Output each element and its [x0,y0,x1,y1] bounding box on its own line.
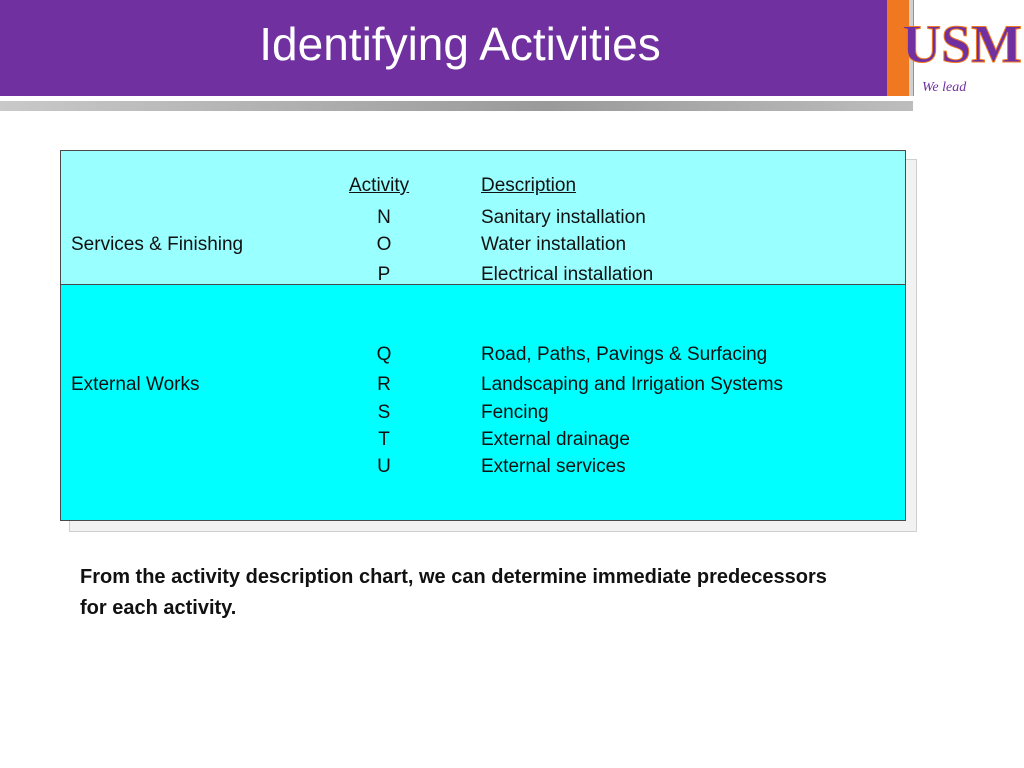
group-label: External Works [71,374,200,395]
activity-description: External drainage [481,429,630,450]
activity-description: External services [481,456,626,477]
usm-logo [902,12,1022,74]
logo-text: USM [902,14,1022,74]
activity-description: Fencing [481,402,549,423]
activity-code: R [377,374,391,395]
activity-code: U [377,456,391,477]
title-underline [0,101,913,111]
slide-title: Identifying Activities [259,18,661,70]
activity-code: T [378,429,390,450]
accent-stripe-purple [879,0,887,96]
activity-description: Sanitary installation [481,207,646,228]
activity-code: O [376,234,392,255]
activity-description: Landscaping and Irrigation Systems [481,374,784,395]
logo-tagline: We lead [922,80,967,95]
header-description: Description [481,175,577,196]
group-services-finishing [61,151,905,285]
slide-note: From the activity description chart, we can determine immediate predecessors for each activity. [80,566,827,619]
activity-code: N [377,207,391,228]
header-activity: Activity [349,175,410,196]
activity-code: S [377,402,391,423]
activity-description: Electrical installation [481,264,654,285]
activity-description: Water installation [481,234,627,255]
group-external-works [61,285,905,520]
activity-description: Road, Paths, Pavings & Surfacing [481,344,768,365]
activity-code: Q [376,344,392,365]
activity-table [60,150,906,521]
group-label: Services & Finishing [71,234,244,255]
activity-code: P [377,264,391,285]
usm-logo-icon [902,12,1022,74]
